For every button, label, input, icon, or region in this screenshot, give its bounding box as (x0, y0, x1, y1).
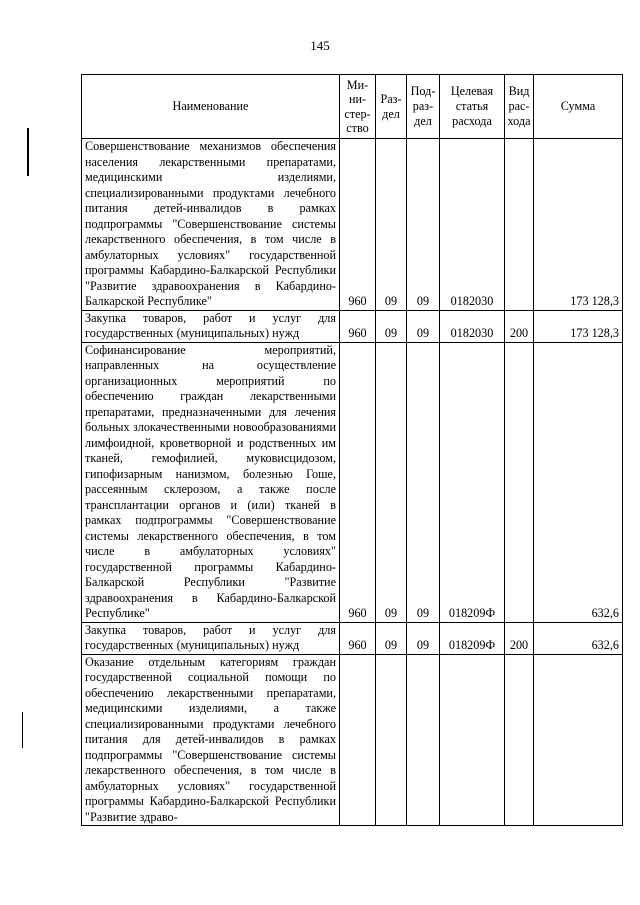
cell-section: 09 (376, 622, 407, 654)
header-sum: Сумма (534, 75, 623, 139)
header-ministry (340, 75, 376, 139)
cell-sum: 632,6 (534, 622, 623, 654)
cell-section: 09 (376, 310, 407, 342)
table-row (82, 139, 623, 311)
cell-ministry: 960 (340, 139, 376, 311)
row-name-text: Софинансирование мероприятий, направленных на осуществление организационных мероприятий по обеспечению граждан лекарственными препаратами, предназначенными для лечения больных злокачественными новообразованиями лимфоидной, кроветворной и родственных им тканей, гемофилией, муковисцидозом, гипофизарным нанизмом, болезнью Гоше, рассеянным склерозом, а также после трансплантации органов и (или) тканей в рамках подпрограммы "Совершенствование системы лекарственного обеспечения, в том числе в амбулаторных условиях" государственной программы Кабардино-Балкарской Республики "Развитие здравоохранения в Кабардино-Балкарской Республике" (85, 342, 336, 620)
cell-type (505, 654, 534, 826)
row-name-text: Закупка товаров, работ и услуг для государственных (муниципальных) нужд (85, 622, 336, 652)
row-name-text: Совершенствование механизмов обеспечения населения лекарственными препаратами, медицинскими изделиями, специализированными продуктами лечебного питания детей-инвалидов в рамках подпрограммы "Совершенствование системы лекарственного обеспечения, в том числе в амбулаторных условиях" государственной программы Кабардино-Балкарской Республики "Развитие здравоохранения в Кабардино-Балкарской Республике" (85, 139, 336, 308)
cell-sum: 173 128,3 (534, 310, 623, 342)
table-row (82, 654, 623, 826)
header-type (505, 75, 534, 139)
cell-name (82, 622, 340, 654)
cell-subsection (407, 654, 440, 826)
header-target-text: Целевая статья расхода (450, 84, 494, 128)
cell-type: 200 (505, 622, 534, 654)
cell-subsection: 09 (407, 139, 440, 311)
cell-subsection: 09 (407, 622, 440, 654)
page-number: 145 (310, 38, 330, 53)
cell-ministry: 960 (340, 310, 376, 342)
cell-section: 09 (376, 139, 407, 311)
cell-sum (534, 654, 623, 826)
cell-name (82, 342, 340, 622)
table-row (82, 622, 623, 654)
header-row (82, 75, 623, 139)
cell-sum: 632,6 (534, 342, 623, 622)
cell-ministry: 960 (340, 622, 376, 654)
header-section-text: Раз- дел (380, 91, 402, 121)
table-row (82, 342, 623, 622)
header-type-text: Вид рас- хода (507, 84, 531, 128)
header-subsection-text: Под- раз- дел (410, 84, 436, 128)
margin-mark-bottom (22, 712, 23, 748)
cell-ministry (340, 654, 376, 826)
cell-name (82, 654, 340, 826)
cell-type: 200 (505, 310, 534, 342)
cell-type (505, 139, 534, 311)
cell-target: 0182030 (440, 139, 505, 311)
header-target (440, 75, 505, 139)
row-name-text: Закупка товаров, работ и услуг для государственных (муниципальных) нужд (85, 310, 336, 340)
cell-target: 018209Ф (440, 622, 505, 654)
header-section (376, 75, 407, 139)
cell-subsection: 09 (407, 342, 440, 622)
cell-section (376, 654, 407, 826)
cell-target (440, 654, 505, 826)
table-row (82, 310, 623, 342)
cell-subsection: 09 (407, 310, 440, 342)
cell-target: 0182030 (440, 310, 505, 342)
cell-section: 09 (376, 342, 407, 622)
budget-table (81, 74, 623, 826)
cell-name (82, 139, 340, 311)
cell-ministry: 960 (340, 342, 376, 622)
header-ministry-text: Ми- ни- стер- ство (344, 77, 371, 135)
margin-mark-top (27, 128, 29, 176)
cell-target: 018209Ф (440, 342, 505, 622)
header-name: Наименование (82, 75, 340, 139)
header-subsection (407, 75, 440, 139)
cell-sum: 173 128,3 (534, 139, 623, 311)
cell-name (82, 310, 340, 342)
cell-type (505, 342, 534, 622)
row-name-text: Оказание отдельным категориям граждан государственной социальной помощи по обеспечению лекарственными препаратами, медицинскими изделиями, а также специализированными продуктами лечебного питания для детей-инвалидов в рамках подпрограммы "Совершенствование системы лекарственного обеспечения, в том числе в амбулаторных условиях" государственной программы Кабардино-Балкарской Республики "Развитие здраво- (85, 654, 336, 824)
